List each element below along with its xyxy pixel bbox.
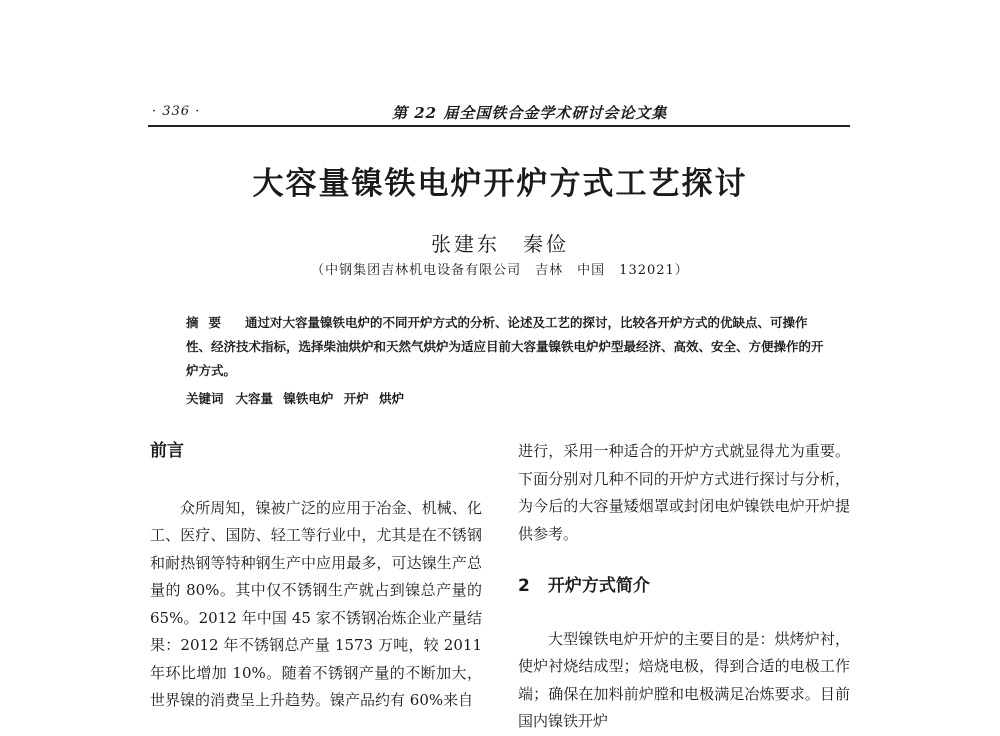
- keywords: [186, 389, 826, 407]
- article-affiliation: （中钢集团吉林机电设备有限公司 吉林 中国 132021）: [311, 263, 689, 278]
- spacer: [150, 466, 482, 495]
- intro-paragraph: 众所周知，镍被广泛的应用于冶金、机械、化工、医疗、国防、轻工等行业中，尤其是在不锈钢和耐热钢等特种钢生产中应用最多，可达镍生产总量的 80%。其中仅不锈钢生产就占到镍总产量的 65%。2012 年中国 45 家不锈钢冶炼企业产量结果：2012 年不锈钢总产量 1573 万吨，较 2011 年环比增加 10%。随着不锈钢产量的不断加大，世界镍的消费呈上升趋势。镍产品约有 60%来自: [150, 498, 482, 709]
- section-2-heading: [518, 573, 850, 601]
- keywords-label: 关键词: [186, 391, 224, 406]
- spacer: [518, 548, 850, 573]
- abstract: [186, 311, 826, 383]
- abstract-label: 摘要: [186, 315, 232, 330]
- abstract-paragraph: [186, 311, 826, 383]
- section-2-paragraph: 大型镍铁电炉开炉的主要目的是：烘烤炉衬，使炉衬烧结成型；焙烧电极，得到合适的电极工作端；确保在加料前炉膛和电极满足冶炼要求。目前国内镍铁开炉: [518, 629, 850, 730]
- page-number: · 336 ·: [152, 104, 201, 119]
- left-column: [150, 438, 482, 715]
- header-rule: [148, 125, 850, 127]
- article-authors: 张建东 秦俭: [431, 232, 569, 256]
- continuation-paragraph: 进行，采用一种适合的开炉方式就显得尤为重要。下面分别对几种不同的开炉方式进行探讨与分析，为今后的大容量矮烟罩或封闭电炉镍铁电炉开炉提供参考。: [518, 442, 850, 543]
- running-head: 第 22 届全国铁合金学术研讨会论文集: [392, 104, 668, 122]
- spacer: [518, 601, 850, 626]
- abstract-text: 通过对大容量镍铁电炉的不同开炉方式的分析、论述及工艺的探讨，比较各开炉方式的优缺点、可操作性、经济技术指标，选择柴油烘炉和天然气烘炉为适应目前大容量镍铁电炉炉型最经济、高效、安全、方便操作的开炉方式。: [186, 315, 824, 378]
- right-column: [518, 438, 850, 736]
- keywords-text: 大容量 镍铁电炉 开炉 烘炉: [235, 391, 405, 406]
- article-title: 大容量镍铁电炉开炉方式工艺探讨: [252, 166, 748, 202]
- section-2-number: 2: [518, 576, 530, 596]
- section-intro-heading: 前言: [150, 441, 184, 461]
- section-2-title: 开炉方式简介: [547, 576, 650, 596]
